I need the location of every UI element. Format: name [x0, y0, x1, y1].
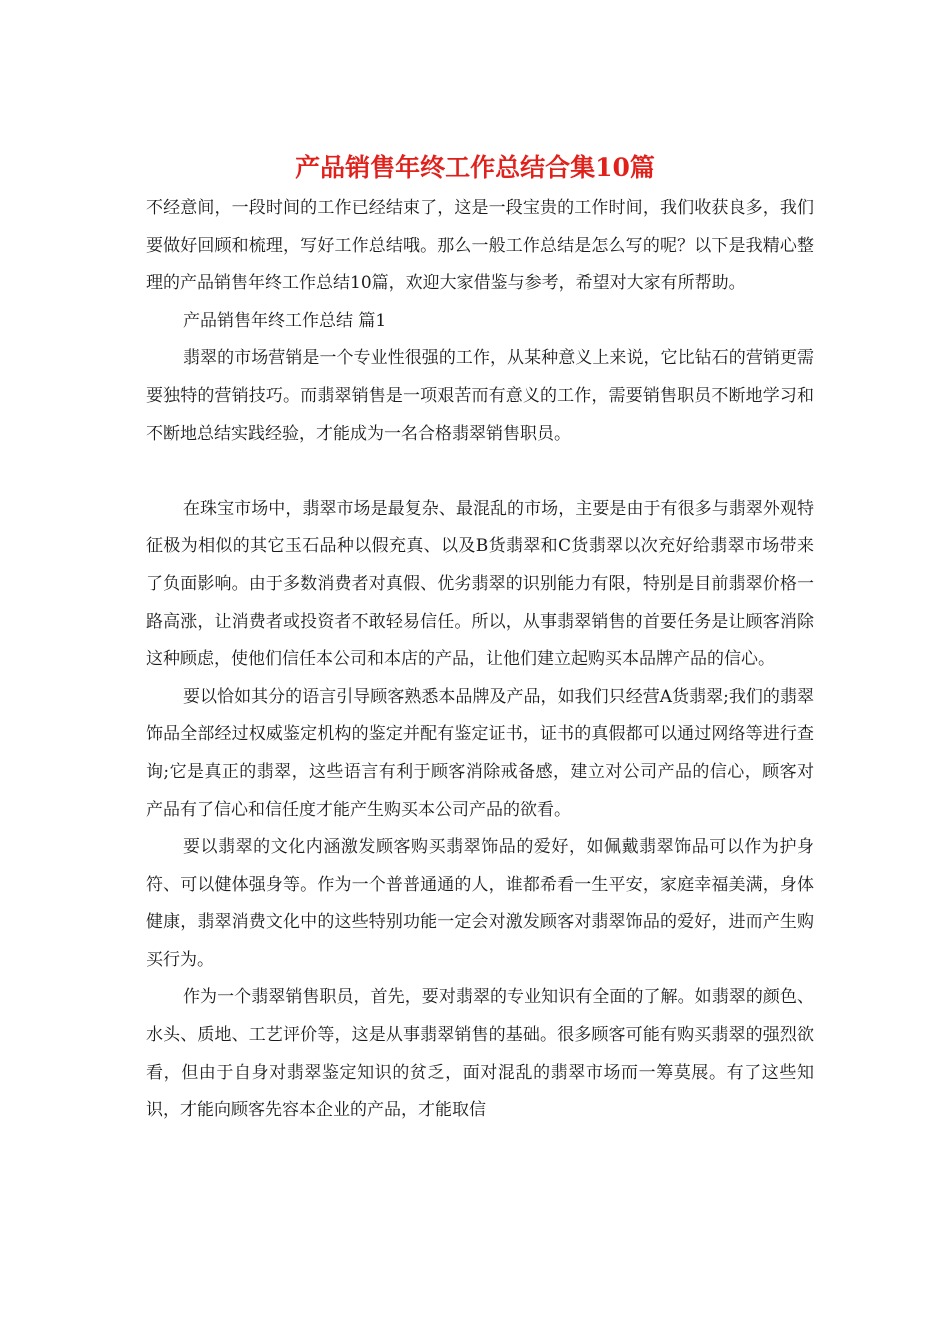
- body-paragraph: 在珠宝市场中，翡翠市场是最复杂、最混乱的市场，主要是由于有很多与翡翠外观特征极为相似的其它玉石品种以假充真、以及B货翡翠和C货翡翠以次充好给翡翠市场带来了负面影响。由于多数消费者对真假、优劣翡翠的识别能力有限，特别是目前翡翠价格一路高涨，让消费者或投资者不敢轻易信任。所以，从事翡翠销售的首要任务是让顾客消除这种顾虑，使他们信任本公司和本店的产品，让他们建立起购买本品牌产品的信心。: [146, 498, 814, 670]
- body-paragraph: 翡翠的市场营销是一个专业性很强的工作，从某种意义上来说，它比钻石的营销更需要独特的营销技巧。而翡翠销售是一项艰苦而有意义的工作，需要销售职员不断地学习和不断地总结实践经验，才能成为一名合格翡翠销售职员。: [146, 348, 814, 444]
- body-paragraph: 要以翡翠的文化内涵激发顾客购买翡翠饰品的爱好，如佩戴翡翠饰品可以作为护身符、可以健体强身等。作为一个普普通通的人，谁都希看一生平安，家庭幸福美满，身体健康，翡翠消费文化中的这些特别功能一定会对激发顾客对翡翠饰品的爱好，进而产生购买行为。: [146, 837, 814, 970]
- body-paragraph: 作为一个翡翠销售职员，首先，要对翡翠的专业知识有全面的了解。如翡翠的颜色、水头、质地、工艺评价等，这是从事翡翠销售的基础。很多顾客可能有购买翡翠的强烈欲看，但由于自身对翡翠鉴定知识的贫乏，面对混乱的翡翠市场而一筹莫展。有了这些知识，才能向顾客先容本企业的产品，才能取信: [146, 987, 814, 1121]
- document-body: [146, 190, 814, 1130]
- body-paragraph: 要以恰如其分的语言引导顾客熟悉本品牌及产品，如我们只经营A货翡翠;我们的翡翠饰品全部经过权威鉴定机构的鉴定并配有鉴定证书，证书的真假都可以通过网络等进行查询;它是真正的翡翠，这些语言有利于顾客消除戒备感，建立对公司产品的信心，顾客对产品有了信心和信任度才能产生购买本公司产品的欲看。: [146, 686, 814, 820]
- intro-paragraph: 不经意间，一段时间的工作已经结束了，这是一段宝贵的工作时间，我们收获良多，我们要做好回顾和梳理，写好工作总结哦。那么一般工作总结是怎么写的呢？以下是我精心整理的产品销售年终工作总结10篇，欢迎大家借鉴与参考，希望对大家有所帮助。: [146, 198, 814, 294]
- section-heading: 产品销售年终工作总结 篇1: [183, 310, 387, 331]
- document-title: 产品销售年终工作总结合集10篇: [295, 153, 655, 182]
